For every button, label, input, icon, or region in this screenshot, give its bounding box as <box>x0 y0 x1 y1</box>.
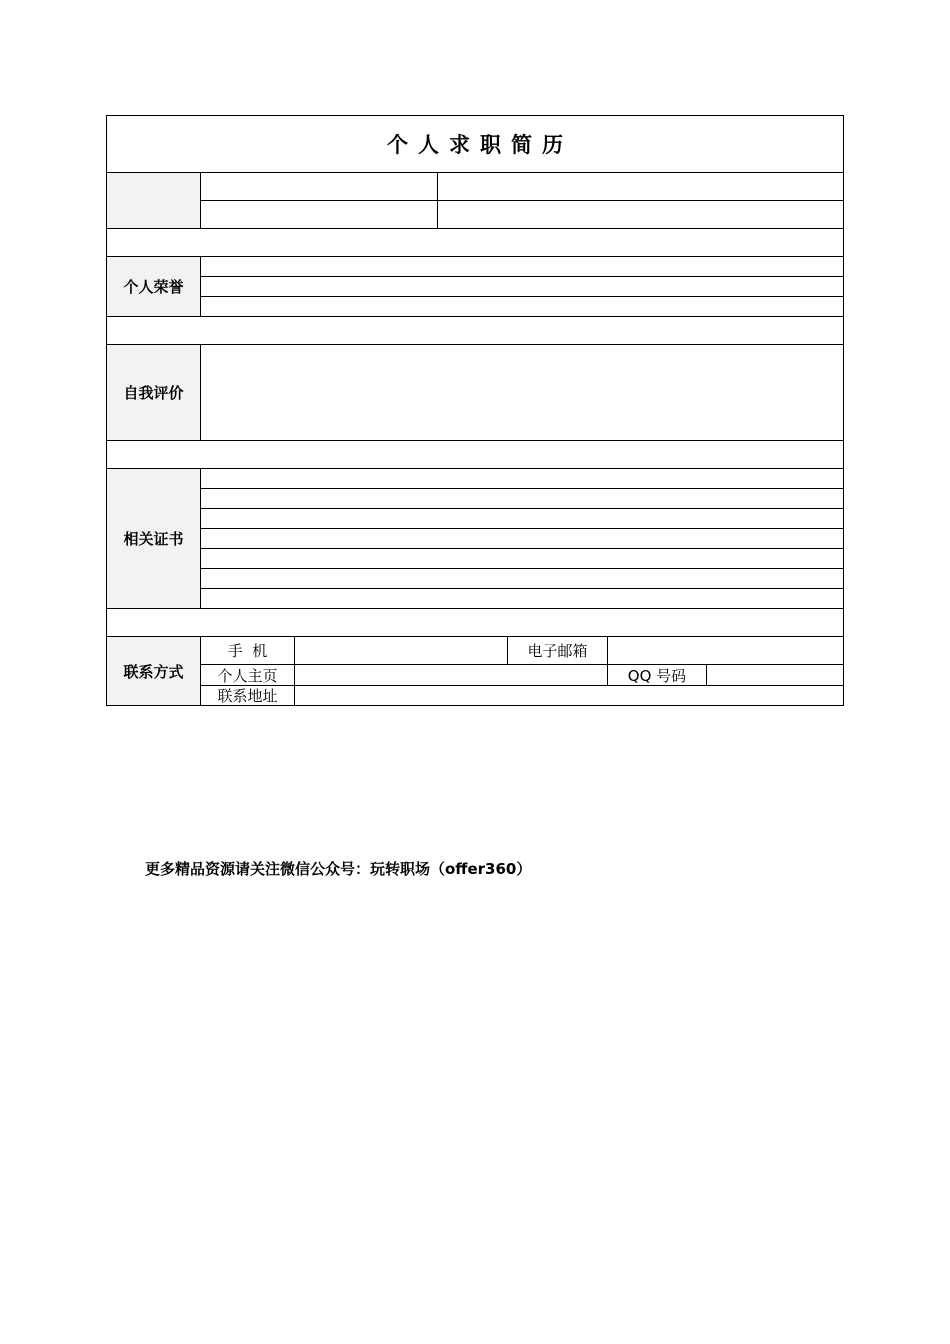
address-label: 联系地址 <box>217 687 278 705</box>
divider <box>201 568 844 569</box>
email-label: 电子邮箱 <box>527 641 588 660</box>
divider <box>201 296 844 297</box>
qq-label: QQ 号码 <box>627 666 687 685</box>
phone-label: 手 机 <box>227 641 268 660</box>
photo-cell <box>106 173 201 228</box>
divider <box>201 276 844 277</box>
divider <box>106 440 844 441</box>
homepage-field[interactable] <box>295 665 607 685</box>
self-evaluation-label: 自我评价 <box>123 383 184 402</box>
homepage-label: 个人主页 <box>217 666 278 685</box>
divider <box>106 468 844 469</box>
email-field[interactable] <box>608 637 843 664</box>
divider <box>201 488 844 489</box>
contact-label: 联系方式 <box>123 662 184 681</box>
divider <box>201 528 844 529</box>
info-field-3[interactable] <box>201 201 437 228</box>
border-right <box>843 115 844 706</box>
divider <box>106 608 844 609</box>
resume-table <box>106 115 844 706</box>
divider <box>201 508 844 509</box>
divider <box>106 316 844 317</box>
page-title: 个人求职简历 <box>387 132 573 157</box>
info-field-4[interactable] <box>438 201 843 228</box>
divider <box>201 588 844 589</box>
honors-label: 个人荣誉 <box>123 277 184 296</box>
certificates-label: 相关证书 <box>123 529 184 548</box>
qq-field[interactable] <box>707 665 843 685</box>
divider <box>201 548 844 549</box>
address-field[interactable] <box>295 686 843 705</box>
info-field-1[interactable] <box>201 173 437 200</box>
footer-note: 更多精品资源请关注微信公众号：玩转职场（offer360） <box>145 860 532 878</box>
phone-field[interactable] <box>295 637 507 664</box>
divider <box>106 228 844 229</box>
info-field-2[interactable] <box>438 173 843 200</box>
self-evaluation-field[interactable] <box>201 345 843 440</box>
divider <box>106 256 844 257</box>
